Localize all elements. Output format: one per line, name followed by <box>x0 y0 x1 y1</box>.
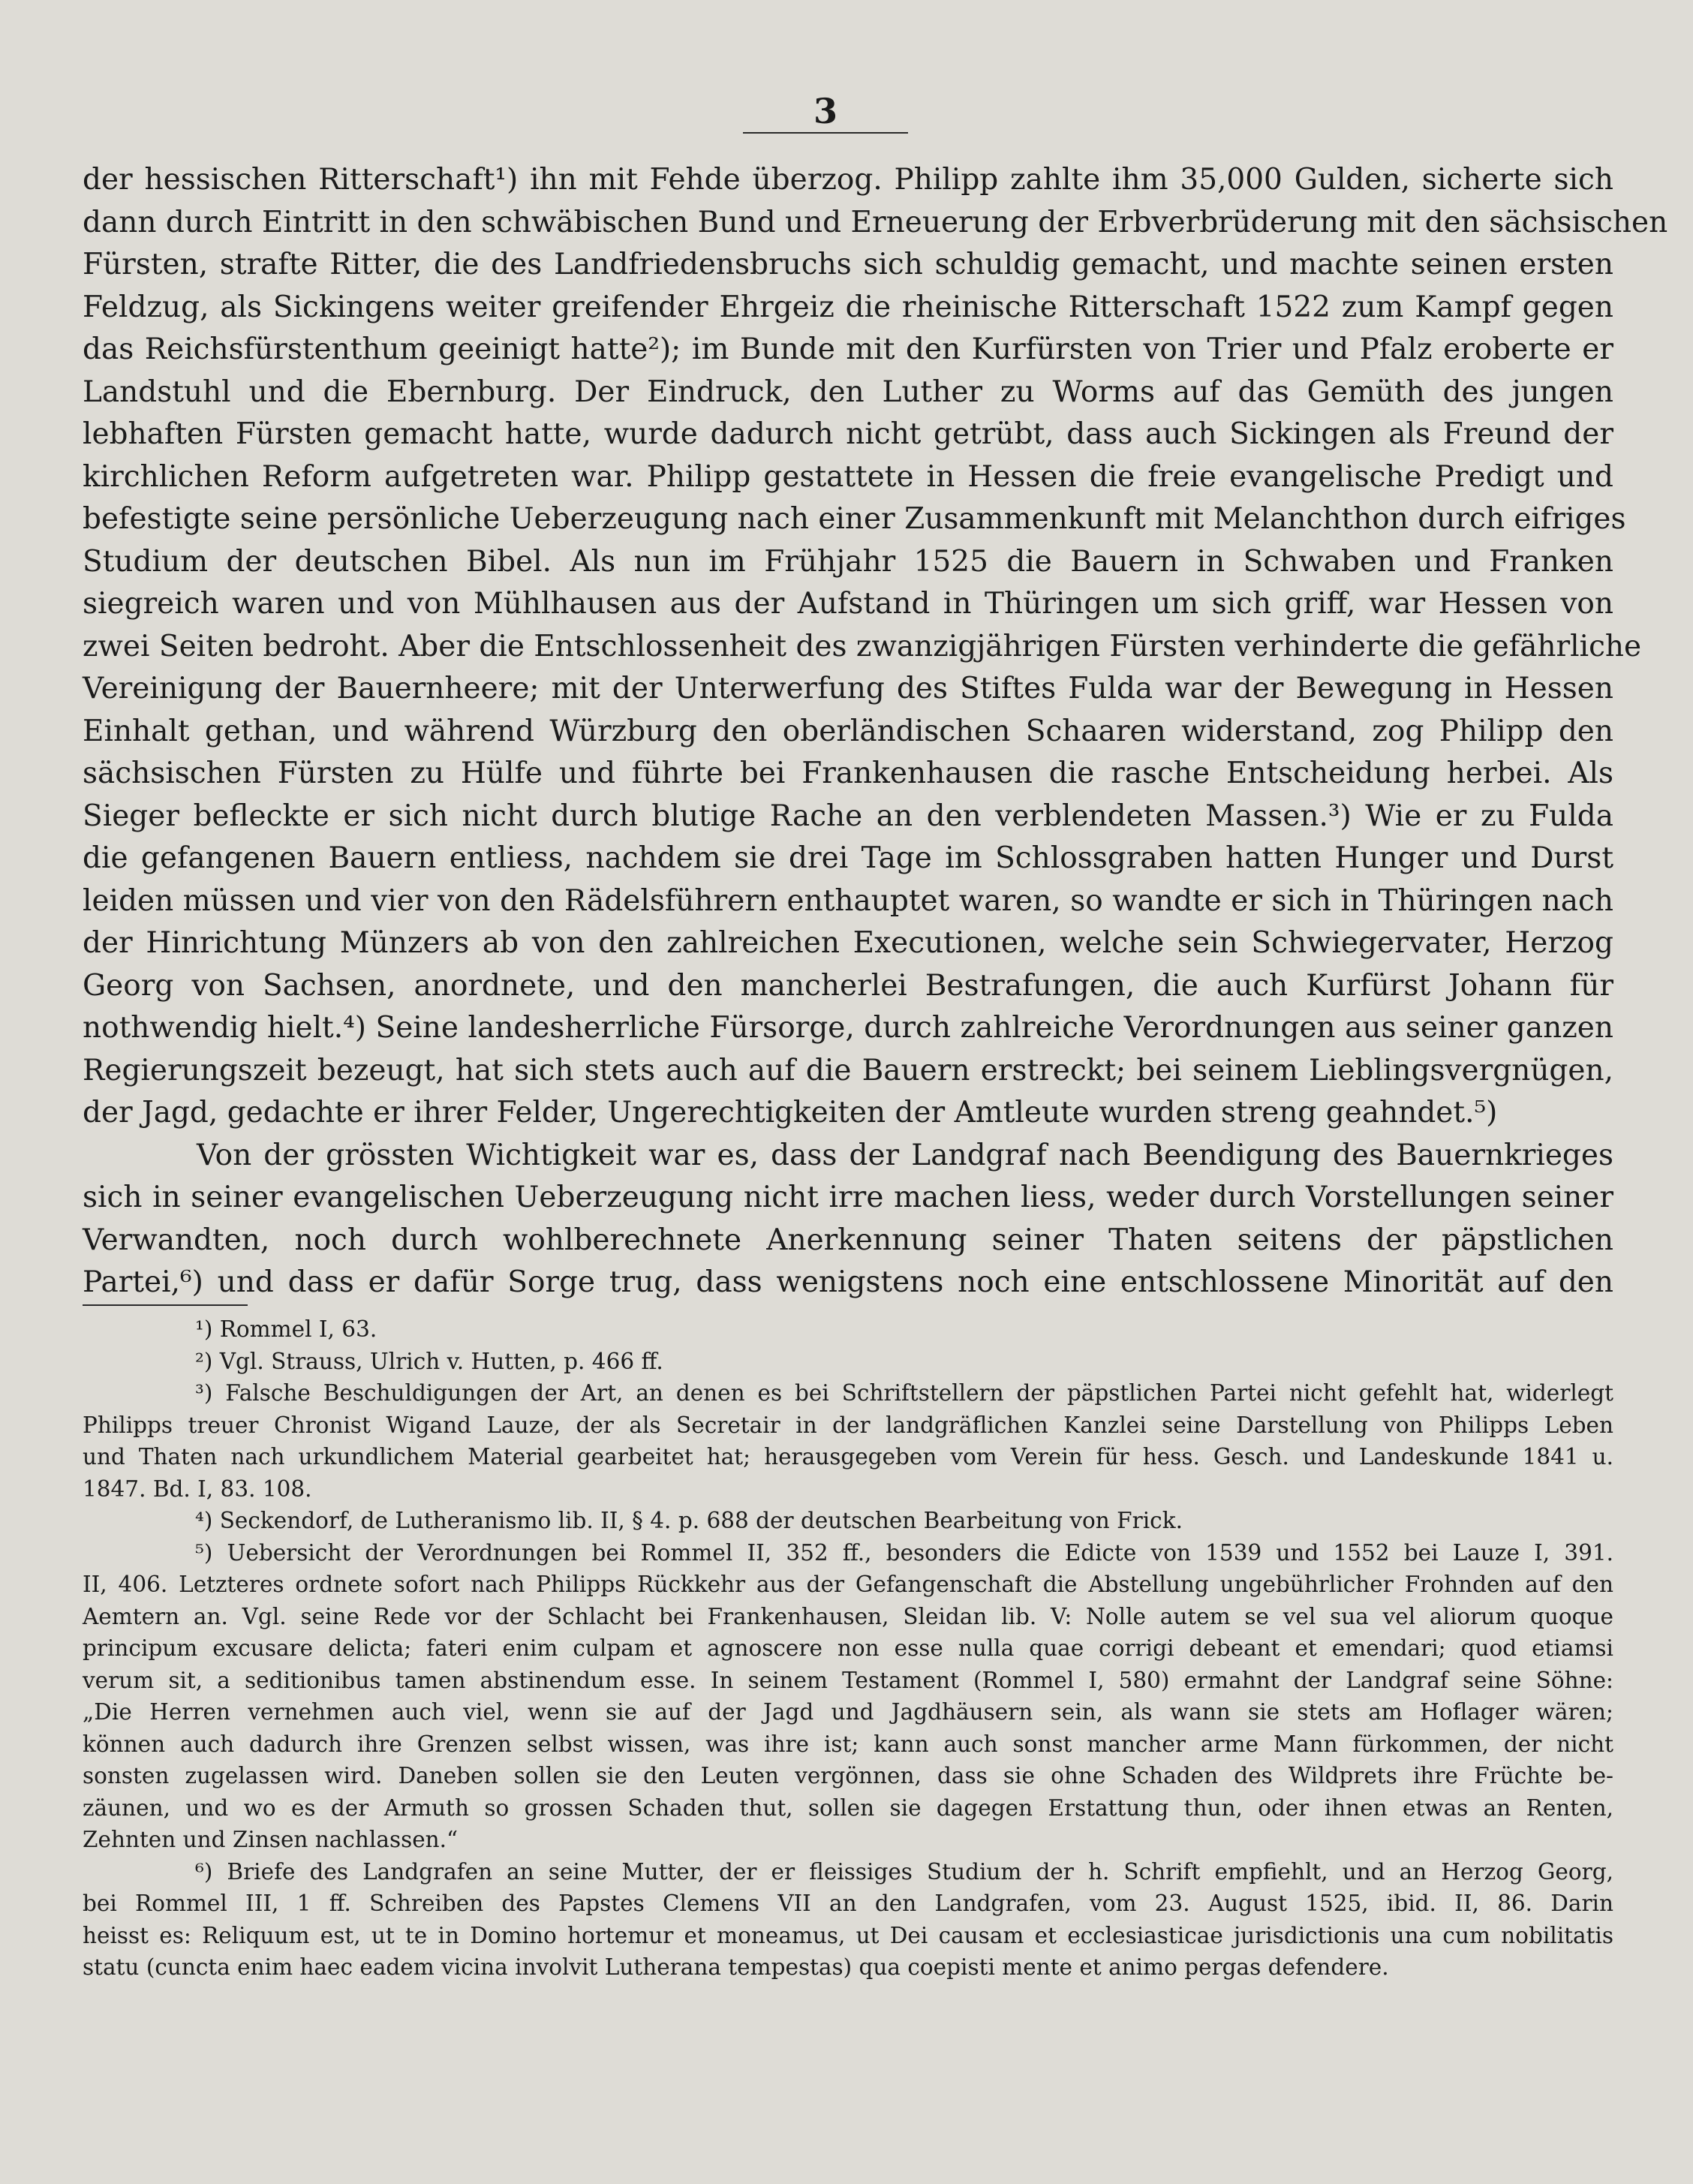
body-line: sächsischen Fürsten zu Hülfe und führte bei Frankenhausen die rasche Entscheidung herbei. Als <box>83 757 1613 790</box>
footnote-line: Aemtern an. Vgl. seine Rede vor der Schlacht bei Frankenhausen, Sleidan lib. V: Nolle autem se vel sua vel aliorum quoque <box>83 1603 1613 1629</box>
body-line: die gefangenen Bauern entliess, nachdem sie drei Tage im Schlossgraben hatten Hunger und Durst <box>83 841 1613 875</box>
body-line: Studium der deutschen Bibel. Als nun im Frühjahr 1525 die Bauern in Schwaben und Franken <box>83 544 1613 579</box>
footnote-line: ¹) Rommel I, 63. <box>195 1316 377 1342</box>
footnote-line: ²) Vgl. Strauss, Ulrich v. Hutten, p. 466 ff. <box>195 1348 663 1374</box>
footnote-line: können auch dadurch ihre Grenzen selbst wissen, was ihre ist; kann auch sonst mancher arme Mann fürkommen, der nicht <box>83 1731 1613 1757</box>
footnote-line: ⁶) Briefe des Landgrafen an seine Mutter, der er fleissiges Studium der h. Schrift empfiehlt, und an Herzog Georg, <box>195 1858 1613 1885</box>
footnote-line: ³) Falsche Beschuldigungen der Art, an denen es bei Schriftstellern der päpstlichen Partei nicht gefehlt hat, widerlegt <box>195 1380 1613 1406</box>
footnote-line: „Die Herren vernehmen auch viel, wenn sie auf der Jagd und Jagdhäusern sein, als wann sie stets am Hoflager wären; <box>83 1699 1613 1725</box>
body-line: Georg von Sachsen, anordnete, und den mancherlei Bestrafungen, die auch Kurfürst Johann für <box>83 968 1613 1003</box>
footnote-line: sonsten zugelassen wird. Daneben sollen sie den Leuten vergönnen, dass sie ohne Schaden des Wildprets ihre Früchte be- <box>83 1763 1613 1788</box>
body-line: lebhaften Fürsten gemacht hatte, wurde dadurch nicht getrübt, dass auch Sickingen als Freund der <box>83 417 1613 451</box>
body-line: Fürsten, strafte Ritter, die des Landfriedensbruchs sich schuldig gemacht, und machte seinen ersten <box>83 248 1613 281</box>
body-line: siegreich waren und von Mühlhausen aus der Aufstand in Thüringen um sich griff, war Hessen von <box>83 587 1613 621</box>
body-line: der hessischen Ritterschaft¹) ihn mit Fehde überzog. Philipp zahlte ihm 35,000 Gulden, sicherte sich <box>83 163 1613 197</box>
body-line: befestigte seine persönliche Ueberzeugung nach einer Zusammenkunft mit Melanchthon durch eifriges <box>83 502 1626 536</box>
footnote-line: statu (cuncta enim haec eadem vicina involvit Lutherana tempestas) qua coepisti mente et animo pergas defendere. <box>83 1954 1389 1980</box>
footnote-rule <box>83 1304 248 1306</box>
footnote-line: bei Rommel III, 1 ff. Schreiben des Papstes Clemens VII an den Landgrafen, vom 23. August 1525, ibid. II, 86. Darin <box>83 1891 1613 1916</box>
body-line: kirchlichen Reform aufgetreten war. Philipp gestattete in Hessen die freie evangelische Predigt und <box>83 459 1613 494</box>
footnote-line: heisst es: Reliquum est, ut te in Domino hortemur et moneamus, ut Dei causam et ecclesiasticae jurisdictionis una cum nobilitatis <box>83 1922 1613 1948</box>
body-line: Landstuhl und die Ebernburg. Der Eindruck, den Luther zu Worms auf das Gemüth des jungen <box>83 375 1613 409</box>
body-line: dann durch Eintritt in den schwäbischen Bund und Erneuerung der Erbverbrüderung mit den sächsischen <box>83 205 1668 239</box>
body-line: Vereinigung der Bauernheere; mit der Unterwerfung des Stiftes Fulda war der Bewegung in Hessen <box>83 672 1613 705</box>
footnote-line: verum sit, a seditionibus tamen abstinendum esse. In seinem Testament (Rommel I, 580) ermahnt der Landgraf seine Söhne: <box>83 1667 1613 1693</box>
body-line: Regierungszeit bezeugt, hat sich stets auch auf die Bauern erstreckt; bei seinem Lieblingsvergnügen, <box>83 1053 1613 1087</box>
footnote-line: II, 406. Letzteres ordnete sofort nach Philipps Rückkehr aus der Gefangenschaft die Abstellung ungebührlicher Frohnden auf den <box>83 1572 1613 1597</box>
footnote-line: principum excusare delicta; fateri enim culpam et agnoscere non esse nulla quae corrigi debeant et emendari; quod etiamsi <box>83 1635 1613 1661</box>
footnote-line: zäunen, und wo es der Armuth so grossen Schaden thut, sollen sie dagegen Erstattung thun, oder ihnen etwas an Renten, <box>83 1794 1613 1821</box>
footnote-line: Philipps treuer Chronist Wigand Lauze, der als Secretair in der landgräflichen Kanzlei seine Darstellung von Philipps Leben <box>83 1412 1613 1438</box>
body-line: Einhalt gethan, und während Würzburg den oberländischen Schaaren widerstand, zog Philipp den <box>83 714 1613 748</box>
body-line: der Jagd, gedachte er ihrer Felder, Ungerechtigkeiten der Amtleute wurden streng geahndet.⁵) <box>83 1096 1498 1130</box>
footnotes <box>83 1313 1613 1984</box>
body-text <box>83 159 1668 1304</box>
footnote-line: ⁵) Uebersicht der Verordnungen bei Rommel II, 352 ff., besonders die Edicte von 1539 und 1552 bei Lauze I, 391. <box>195 1539 1613 1566</box>
body-line: der Hinrichtung Münzers ab von den zahlreichen Executionen, welche sein Schwiegervater, Herzog <box>83 926 1613 960</box>
body-line: Verwandten, noch durch wohlberechnete Anerkennung seiner Thaten seitens der päpstlichen <box>83 1223 1613 1257</box>
body-line: das Reichsfürstenthum geeinigt hatte²); im Bunde mit den Kurfürsten von Trier und Pfalz eroberte er <box>83 332 1613 366</box>
body-line: nothwendig hielt.⁴) Seine landesherrliche Fürsorge, durch zahlreiche Verordnungen aus seiner ganzen <box>83 1011 1613 1045</box>
body-line: Partei,⁶) und dass er dafür Sorge trug, dass wenigstens noch eine entschlossene Minorität auf den <box>83 1265 1613 1299</box>
body-line: zwei Seiten bedroht. Aber die Entschlossenheit des zwanzigjährigen Fürsten verhinderte die gefährliche <box>83 629 1642 663</box>
body-line: sich in seiner evangelischen Ueberzeugung nicht irre machen liess, weder durch Vorstellungen seiner <box>83 1181 1613 1214</box>
body-line: Von der grössten Wichtigkeit war es, dass der Landgraf nach Beendigung des Bauernkrieges <box>197 1138 1613 1172</box>
header-rule <box>743 132 908 134</box>
footnote-line: Zehnten und Zinsen nachlassen.“ <box>83 1827 459 1852</box>
footnote-line: und Thaten nach urkundlichem Material gearbeitet hat; herausgegeben vom Verein für hess. Gesch. und Landeskunde 1841 u. <box>83 1444 1613 1470</box>
footnote-line: ⁴) Seckendorf, de Lutheranismo lib. II, § 4. p. 688 der deutschen Bearbeitung von Frick. <box>195 1508 1183 1533</box>
footnote-line: 1847. Bd. I, 83. 108. <box>83 1476 312 1502</box>
page-number: 3 <box>813 91 837 131</box>
body-line: leiden müssen und vier von den Rädelsführern enthauptet waren, so wandte er sich in Thüringen nach <box>83 883 1613 918</box>
body-line: Sieger befleckte er sich nicht durch blutige Rache an den verblendeten Massen.³) Wie er zu Fulda <box>83 799 1613 833</box>
body-line: Feldzug, als Sickingens weiter greifender Ehrgeiz die rheinische Ritterschaft 1522 zum Kampf gegen <box>83 290 1613 324</box>
